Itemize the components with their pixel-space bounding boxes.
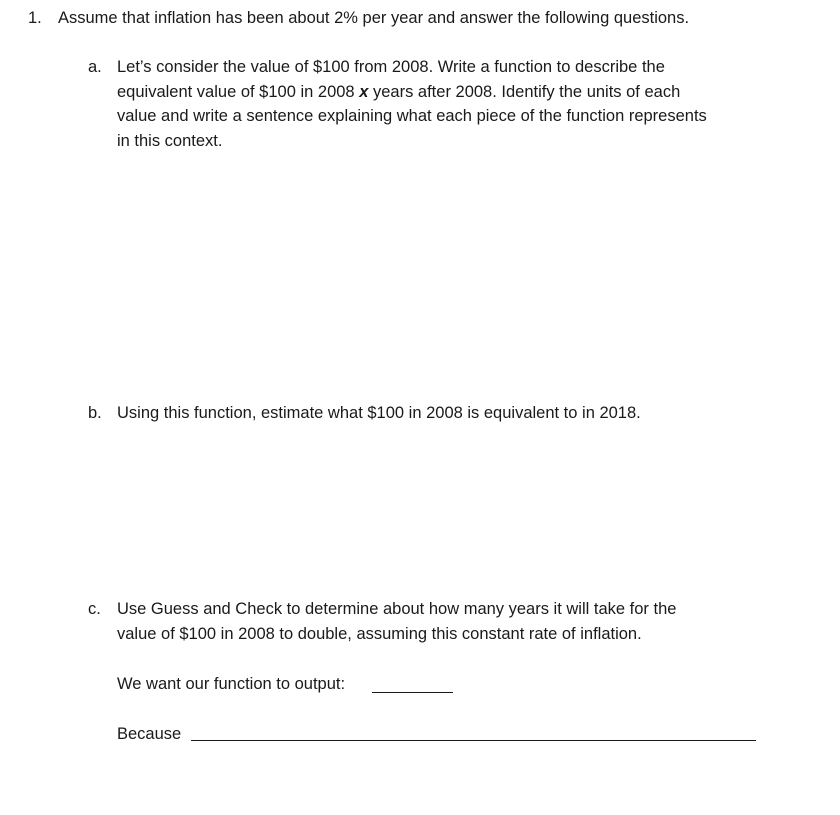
part-a-line-2 [117,80,680,105]
question-text: Assume that inflation has been about 2% per year and answer the following questions. [58,9,690,27]
because-prompt: Because [117,725,182,743]
output-answer-blank[interactable] [372,692,453,693]
variable-x: x [359,82,369,101]
part-a-line-2-suffix: years after 2008. Identify the units of each [372,82,681,101]
because-answer-blank[interactable] [191,740,756,741]
part-a-line-2-prefix: equivalent value of $100 in 2008 [117,82,360,101]
question-number: 1. [28,9,42,27]
part-a-line-3: value and write a sentence explaining what each piece of the function represents [117,107,707,125]
part-c-line-1: Use Guess and Check to determine about how many years it will take for the [117,600,677,618]
part-a-line-4: in this context. [117,131,223,150]
part-c-label: c. [88,600,101,618]
part-b-label: b. [88,404,102,422]
output-prompt: We want our function to output: [117,675,346,693]
part-b-text: Using this function, estimate what $100 in 2008 is equivalent to in 2018. [117,404,641,422]
part-a-label: a. [88,58,102,76]
part-c-line-2: value of $100 in 2008 to double, assuming this constant rate of inflation. [117,624,642,643]
part-a-line-1: Let’s consider the value of $100 from 2008. Write a function to describe the [117,58,665,76]
